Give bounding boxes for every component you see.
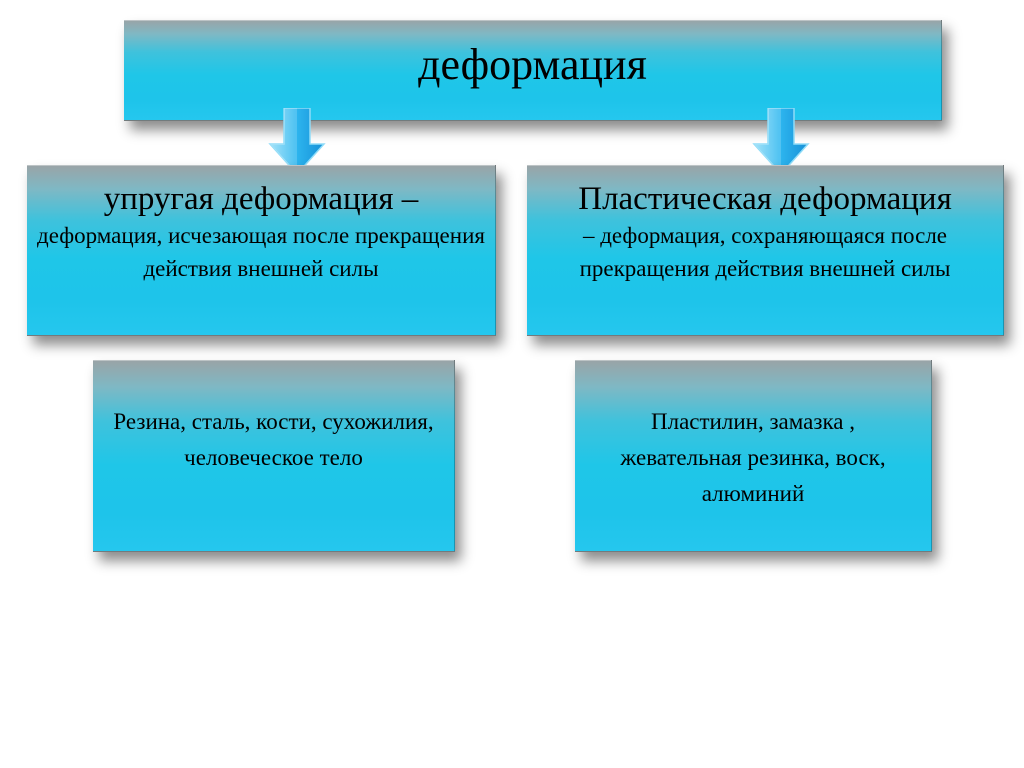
plastic-deformation-node	[527, 165, 1004, 336]
root-node	[124, 20, 942, 121]
plastic-examples-node	[575, 360, 932, 552]
plastic-examples: Пластилин, замазка , жевательная резинка, воск, алюминий	[620, 409, 886, 506]
plastic-description: – деформация, сохраняющаяся после прекращения действия внешней силы	[579, 223, 951, 281]
elastic-examples-node	[93, 360, 455, 552]
elastic-description: деформация, исчезающая после прекращения действия внешней силы	[37, 223, 485, 281]
elastic-title: упругая деформация –	[103, 181, 419, 217]
plastic-title: Пластическая деформация	[578, 181, 952, 217]
elastic-deformation-node	[27, 165, 496, 336]
root-title: деформация	[418, 40, 647, 89]
elastic-examples: Резина, сталь, кости, сухожилия, человеческое тело	[113, 409, 434, 470]
